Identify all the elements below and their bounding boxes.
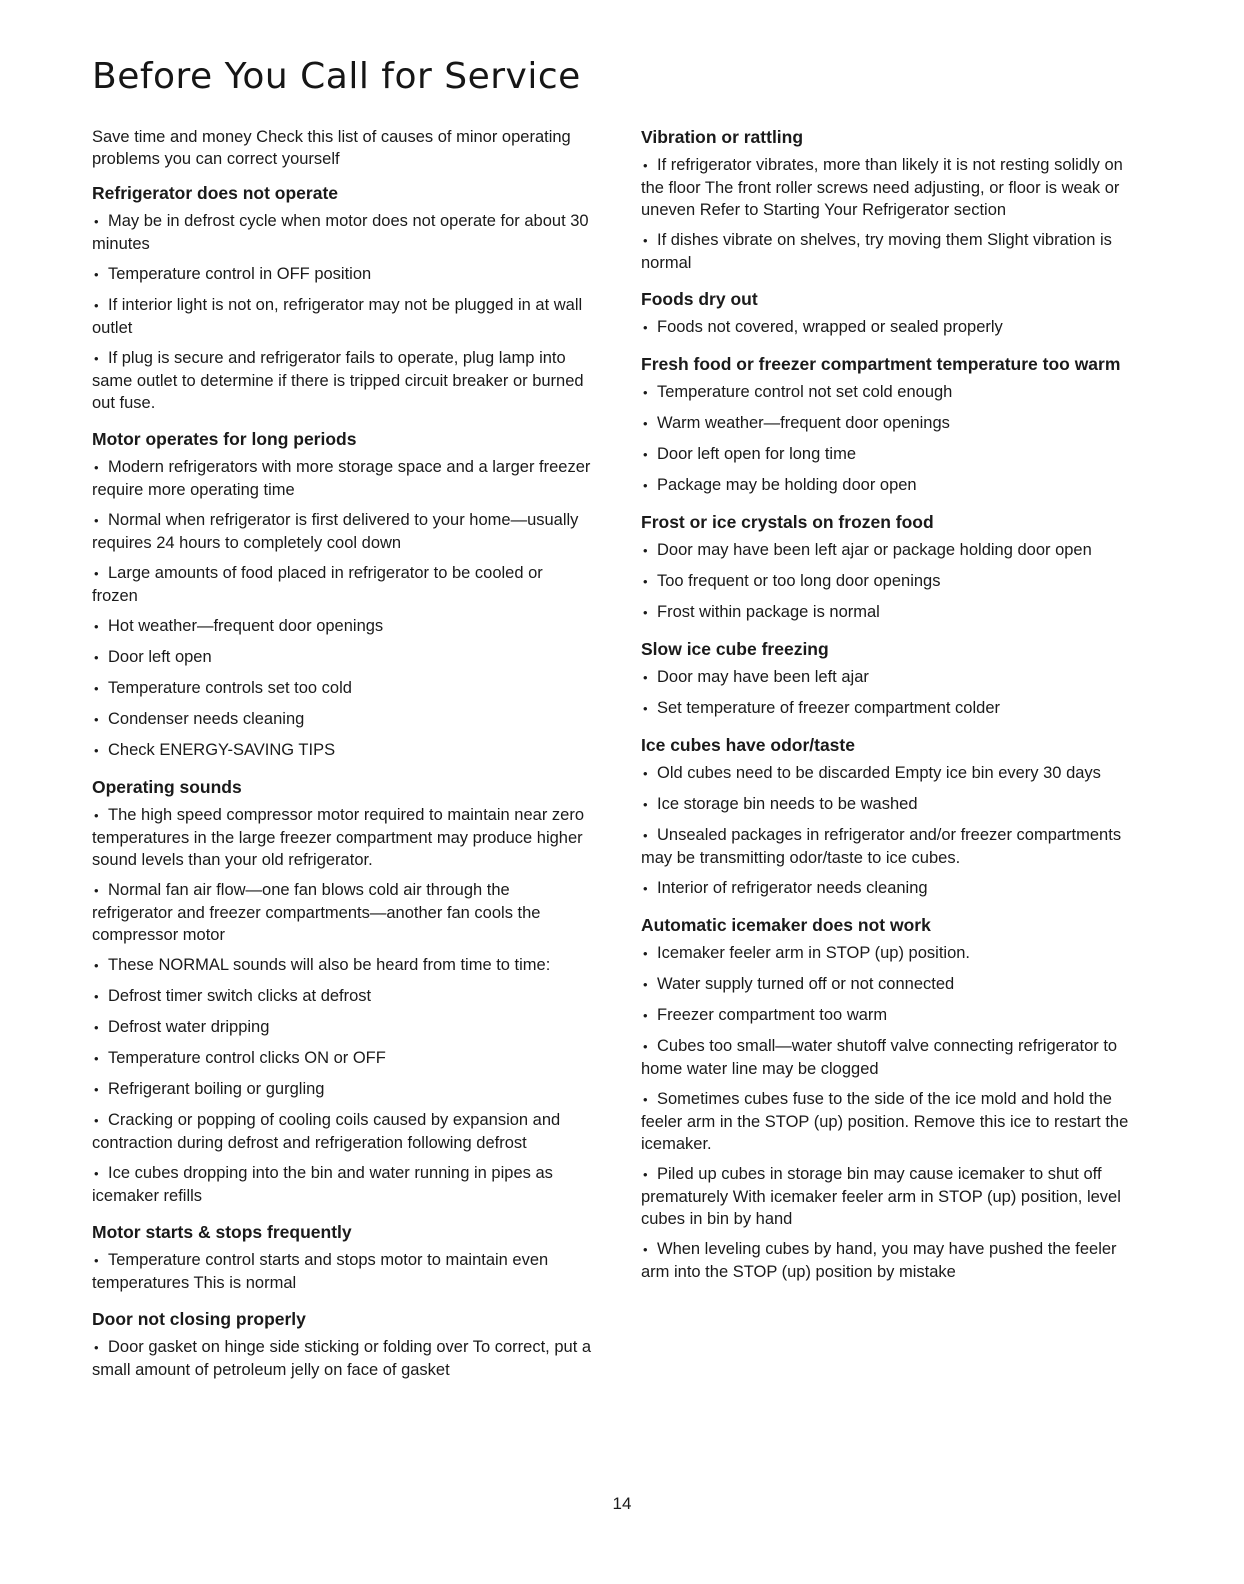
cause-item: • Water supply turned off or not connected: [641, 973, 1143, 996]
cause-item: • Temperature control not set cold enough: [641, 381, 1143, 404]
section-refrigerator-does-not-operate: [92, 182, 592, 414]
section-heading: Motor operates for long periods: [92, 429, 357, 449]
cause-item: • May be in defrost cycle when motor does not operate for about 30 minutes: [92, 210, 592, 255]
cause-item: • Frost within package is normal: [641, 601, 1143, 624]
cause-item: • Normal fan air flow—one fan blows cold air through the refrigerator and freezer compartments—another fan cools the compressor motor: [92, 879, 592, 946]
cause-item: • Condenser needs cleaning: [92, 708, 592, 731]
cause-item: • Package may be holding door open: [641, 474, 1143, 497]
cause-list: [92, 1336, 592, 1381]
cause-item: • Defrost timer switch clicks at defrost: [92, 985, 592, 1008]
cause-item: • If plug is secure and refrigerator fails to operate, plug lamp into same outlet to determine if there is tripped circuit breaker or burned out fuse.: [92, 347, 592, 414]
cause-item: • Door left open: [92, 646, 592, 669]
cause-item: • Normal when refrigerator is first delivered to your home—usually requires 24 hours to completely cool down: [92, 509, 592, 554]
section-heading: Foods dry out: [641, 289, 758, 309]
cause-item: • Ice cubes dropping into the bin and water running in pipes as icemaker refills: [92, 1162, 592, 1207]
page-title: Before You Call for Service: [92, 56, 581, 97]
cause-item: • Ice storage bin needs to be washed: [641, 793, 1143, 816]
section-foods-dry-out: [641, 288, 1143, 339]
section-heading: Fresh food or freezer compartment temperature too warm: [641, 354, 1121, 374]
cause-item: • Refrigerant boiling or gurgling: [92, 1078, 592, 1101]
left-sections: [92, 182, 592, 1381]
cause-item: • Cracking or popping of cooling coils caused by expansion and contraction during defrost and refrigeration following defrost: [92, 1109, 592, 1154]
cause-item: • Temperature control in OFF position: [92, 263, 592, 286]
cause-item: • Modern refrigerators with more storage space and a larger freezer require more operating time: [92, 456, 592, 501]
cause-item: • Cubes too small—water shutoff valve connecting refrigerator to home water line may be clogged: [641, 1035, 1143, 1080]
cause-item: • If interior light is not on, refrigerator may not be plugged in at wall outlet: [92, 294, 592, 339]
section-operating-sounds: [92, 776, 592, 1207]
cause-list: [641, 381, 1143, 497]
cause-item: • Freezer compartment too warm: [641, 1004, 1143, 1027]
section-fresh-food-or-freezer-compartment-temperature-too-warm: [641, 353, 1143, 497]
cause-item: • Defrost water dripping: [92, 1016, 592, 1039]
section-motor-starts-stops-frequently: [92, 1221, 592, 1294]
cause-item: • Too frequent or too long door openings: [641, 570, 1143, 593]
section-vibration-or-rattling: [641, 126, 1143, 274]
cause-item: • Foods not covered, wrapped or sealed properly: [641, 316, 1143, 339]
cause-item: • Door gasket on hinge side sticking or folding over To correct, put a small amount of petroleum jelly on face of gasket: [92, 1336, 592, 1381]
section-heading: Operating sounds: [92, 777, 242, 797]
cause-item: • If refrigerator vibrates, more than likely it is not resting solidly on the floor The front roller screws need adjusting, or floor is weak or uneven Refer to Starting Your Refrigerator section: [641, 154, 1143, 221]
right-sections: [641, 126, 1143, 1283]
section-heading: Door not closing properly: [92, 1309, 306, 1329]
section-automatic-icemaker-does-not-work: [641, 914, 1143, 1283]
section-heading: Motor starts & stops frequently: [92, 1222, 352, 1242]
cause-item: • Door may have been left ajar or package holding door open: [641, 539, 1143, 562]
right-column: [641, 126, 1143, 1297]
section-slow-ice-cube-freezing: [641, 638, 1143, 720]
cause-item: • If dishes vibrate on shelves, try moving them Slight vibration is normal: [641, 229, 1143, 274]
section-door-not-closing-properly: [92, 1308, 592, 1381]
section-heading: Automatic icemaker does not work: [641, 915, 931, 935]
cause-item: • Door may have been left ajar: [641, 666, 1143, 689]
page-number: 14: [612, 1494, 632, 1513]
cause-item: • Interior of refrigerator needs cleaning: [641, 877, 1143, 900]
cause-item: • These NORMAL sounds will also be heard from time to time:: [92, 954, 592, 977]
left-column: [92, 126, 592, 1395]
cause-item: • Icemaker feeler arm in STOP (up) position.: [641, 942, 1143, 965]
cause-item: • When leveling cubes by hand, you may have pushed the feeler arm into the STOP (up) position by mistake: [641, 1238, 1143, 1283]
section-heading: Ice cubes have odor/taste: [641, 735, 855, 755]
cause-list: [641, 154, 1143, 274]
cause-item: • Old cubes need to be discarded Empty ice bin every 30 days: [641, 762, 1143, 785]
cause-item: • Sometimes cubes fuse to the side of the ice mold and hold the feeler arm in the STOP (up) position. Remove this ice to restart the icemaker.: [641, 1088, 1143, 1155]
cause-list: [641, 762, 1143, 900]
cause-list: [92, 456, 592, 762]
section-heading: Refrigerator does not operate: [92, 183, 339, 203]
cause-item: • Temperature controls set too cold: [92, 677, 592, 700]
cause-item: • Temperature control clicks ON or OFF: [92, 1047, 592, 1070]
section-motor-operates-for-long-periods: [92, 428, 592, 762]
section-ice-cubes-have-odor-taste: [641, 734, 1143, 900]
cause-list: [641, 539, 1143, 624]
section-heading: Vibration or rattling: [641, 127, 804, 147]
cause-item: • Set temperature of freezer compartment colder: [641, 697, 1143, 720]
cause-list: [641, 666, 1143, 720]
section-heading: Slow ice cube freezing: [641, 639, 829, 659]
cause-item: • Piled up cubes in storage bin may cause icemaker to shut off prematurely With icemaker feeler arm in STOP (up) position, level cubes in bin by hand: [641, 1163, 1143, 1230]
cause-item: • Large amounts of food placed in refrigerator to be cooled or frozen: [92, 562, 592, 607]
cause-item: • Check ENERGY-SAVING TIPS: [92, 739, 592, 762]
cause-item: • Unsealed packages in refrigerator and/or freezer compartments may be transmitting odor/taste to ice cubes.: [641, 824, 1143, 869]
cause-list: [641, 942, 1143, 1283]
cause-item: • Hot weather—frequent door openings: [92, 615, 592, 638]
section-heading: Frost or ice crystals on frozen food: [641, 512, 934, 532]
cause-item: • Temperature control starts and stops motor to maintain even temperatures This is normal: [92, 1249, 592, 1294]
cause-list: [92, 804, 592, 1207]
section-frost-or-ice-crystals-on-frozen-food: [641, 511, 1143, 624]
cause-item: • The high speed compressor motor required to maintain near zero temperatures in the large freezer compartment may produce higher sound levels than your old refrigerator.: [92, 804, 592, 871]
intro-text: Save time and money Check this list of causes of minor operating problems you can correct yourself: [92, 128, 571, 168]
cause-list: [92, 1249, 592, 1294]
cause-item: • Door left open for long time: [641, 443, 1143, 466]
cause-list: [641, 316, 1143, 339]
cause-list: [92, 210, 592, 414]
cause-item: • Warm weather—frequent door openings: [641, 412, 1143, 435]
